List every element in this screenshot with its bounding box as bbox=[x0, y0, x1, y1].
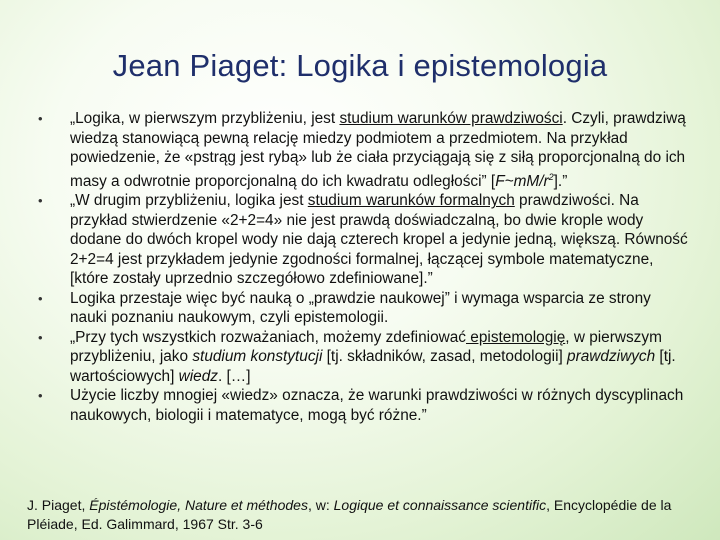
bullet-text: prawdziwości. Na przykład stwierdzenie «2+2=4» nie jest prawdą doświadczalną, bo dwie krople wody dodane do dwóch kropel wody nie dają czterech kropel a jedynie jedną, większą. Równość 2+2=4 jest przykładem jedynie zgodności formalnej, łączącej symbole matematyczne, [które zostały uprzednio szczegółowo zdefiniowane].” bbox=[70, 192, 688, 288]
bullet-item-epistemology-support bbox=[38, 289, 690, 328]
italic-phrase: studium konstytucji bbox=[192, 348, 323, 366]
bullet-marker: • bbox=[38, 388, 43, 404]
formula: F~mM/r bbox=[495, 172, 549, 190]
bullet-text: Logika przestaje więc być nauką o „prawdzie naukowej” i wymaga wsparcia ze strony nauki poznaniu naukowym, czyli epistemologii. bbox=[70, 289, 651, 327]
bullet-item-formal-conditions bbox=[38, 191, 690, 289]
bullet-text: ].” bbox=[553, 172, 568, 190]
bullet-text: Użycie liczby mnogiej «wiedz» oznacza, że warunki prawdziwości w różnych dyscyplinach naukowych, biologii i matematyce, mogą być różne.” bbox=[70, 387, 684, 424]
bullet-text: „Logika, w pierwszym przybliżeniu, jest bbox=[70, 110, 340, 127]
bullet-marker: • bbox=[38, 329, 43, 345]
citation-author: J. Piaget, bbox=[27, 497, 90, 513]
bullet-text: [tj. składników, zasad, metodologii] bbox=[322, 348, 568, 366]
citation-book-title: Logique et connaissance scientific bbox=[333, 497, 547, 513]
bullet-text: [tj. wartościowych] bbox=[70, 348, 676, 385]
citation-text: , Encyclopédie de la Pléiade, Ed. Galimmard, 1967 Str. 3-6 bbox=[27, 497, 672, 532]
bullet-text: . Czyli, prawdziwą wiedzą stanowiącą pewną relację miedzy podmiotem a przedmiotem. Na przykład powiedzenie, że «pstrąg jest rybą» lub że ciała przyciągają się z siłą proporcjonalną do ich masy a odwrotnie proporcjonalną do ich kwadratu odległości” [ bbox=[70, 110, 686, 190]
bullet-text: „Przy tych wszystkich rozważaniach, możemy zdefiniować bbox=[70, 328, 467, 346]
bullet-item-epistemology-definition bbox=[38, 328, 690, 387]
citation-work-title: Épistémologie, Nature et méthodes bbox=[89, 497, 308, 513]
italic-phrase: prawdziwych bbox=[567, 348, 656, 366]
underlined-phrase: epistemologię bbox=[466, 328, 566, 346]
underlined-phrase: studium warunków prawdziwości bbox=[339, 110, 563, 127]
bullet-marker: • bbox=[38, 193, 43, 209]
italic-phrase: wiedz bbox=[178, 367, 218, 385]
bullet-marker: • bbox=[38, 111, 43, 126]
citation-text: , w: bbox=[307, 497, 334, 513]
bullet-text: , w pierwszym przybliżeniu, jako bbox=[70, 328, 662, 366]
bullet-item-plural-knowledge bbox=[38, 386, 690, 425]
bullet-text: . […] bbox=[217, 367, 251, 385]
bullet-marker: • bbox=[38, 290, 43, 306]
bullet-list bbox=[38, 109, 690, 425]
bullet-item-logic-truth bbox=[38, 109, 690, 191]
underlined-phrase: studium warunków formalnych bbox=[307, 192, 515, 210]
bullet-text: „W drugim przybliżeniu, logika jest bbox=[70, 192, 308, 210]
slide-title: Jean Piaget: Logika i epistemologia bbox=[112, 48, 608, 83]
citation bbox=[27, 496, 707, 534]
formula-exponent: 2 bbox=[548, 171, 554, 182]
